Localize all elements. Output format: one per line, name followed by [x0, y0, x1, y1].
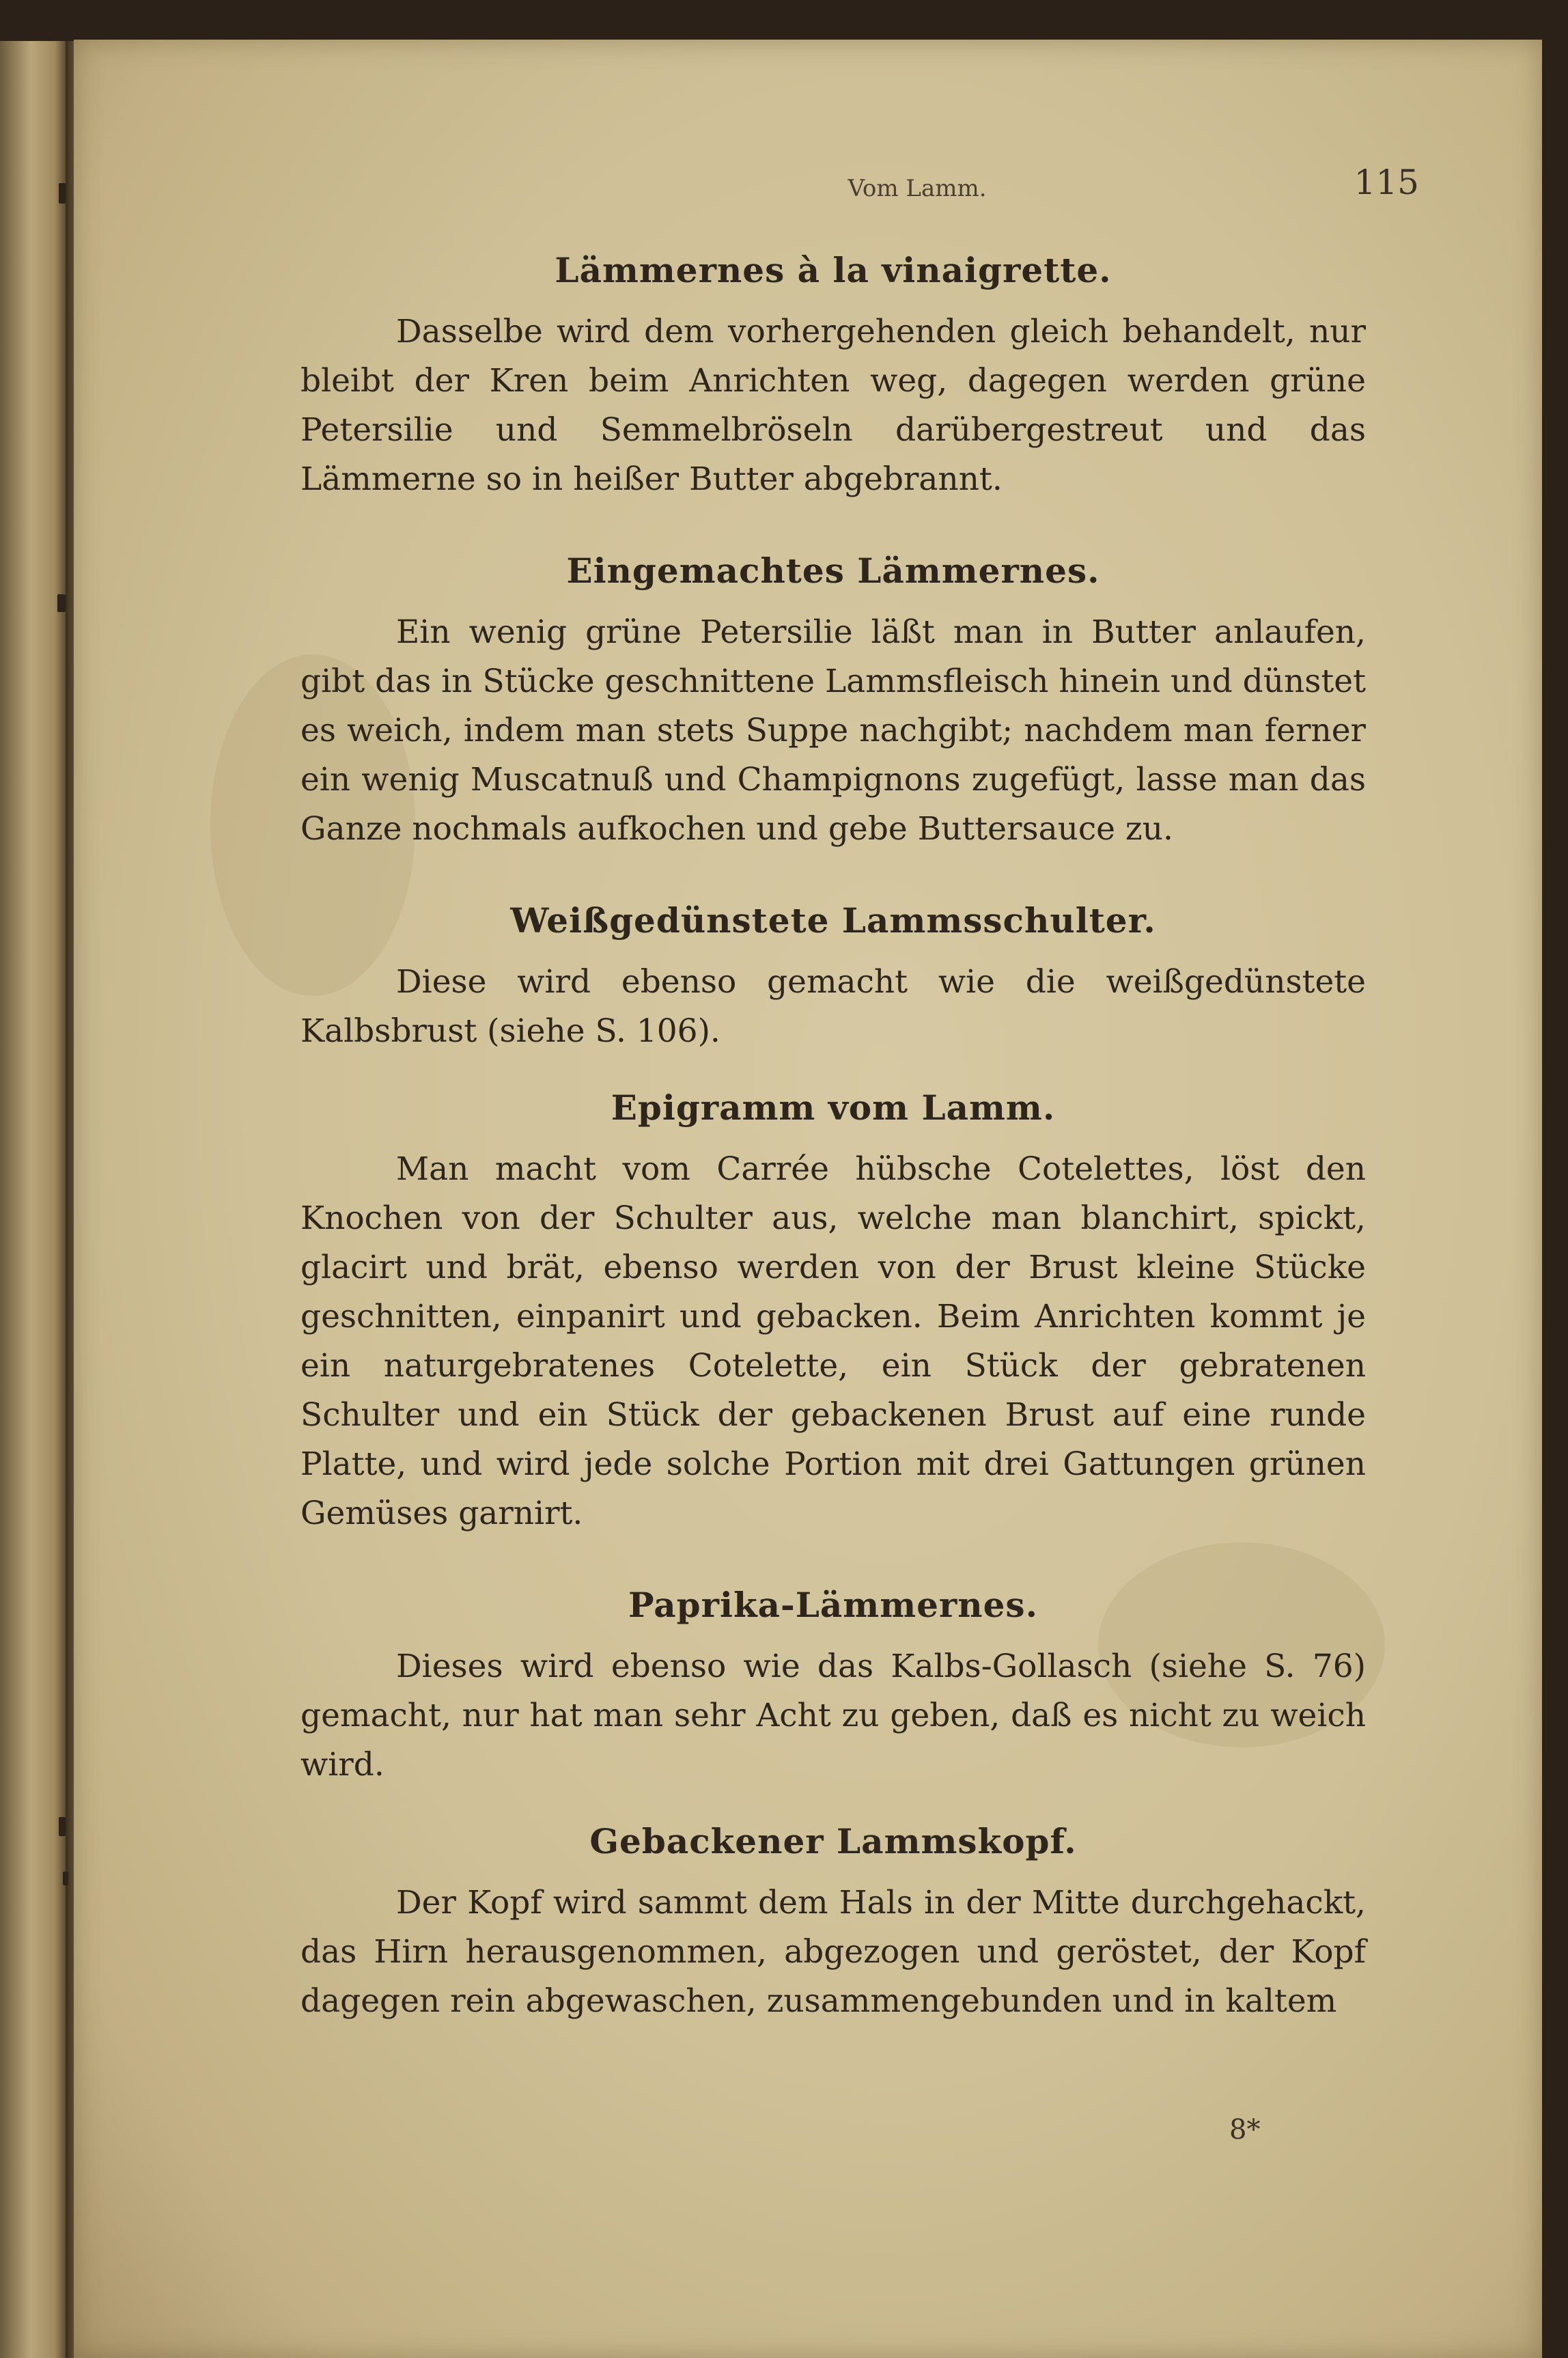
- page-header: [74, 163, 1542, 217]
- section-text: Diese wird ebenso gemacht wie die weißgedünstete Kalbsbrust (siehe S. 106).: [300, 963, 1366, 1050]
- section-text: Dasselbe wird dem vorhergehenden gleich behandelt, nur bleibt der Kren beim Anrichten weg, dagegen werden grüne Petersilie und Semmelbröseln darübergestreut und das Lämmerne so in heißer Butter abgebrannt.: [300, 313, 1366, 498]
- section: [300, 896, 1366, 1056]
- section-text: Ein wenig grüne Petersilie läßt man in Butter anlaufen, gibt das in Stücke geschnittene Lammsfleisch hinein und dünstet es weich, indem man stets Suppe nachgibt; nachdem man ferner ein wenig Muscatnuß und Champignons zugefügt, lasse man das Ganze nochmals aufkochen und gebe Buttersauce zu.: [300, 613, 1366, 848]
- page-number: 115: [1354, 163, 1419, 202]
- edge-mark: [59, 183, 66, 204]
- edge-mark: [57, 594, 66, 612]
- section: [300, 246, 1366, 504]
- edge-mark: [59, 1817, 66, 1836]
- section-title: Gebackener Lammskopf.: [589, 1821, 1077, 1861]
- section-title: Eingemachtes Lämmernes.: [566, 551, 1100, 591]
- section: [300, 546, 1366, 854]
- section-text: Dieses wird ebenso wie das Kalbs-Gollasch (siehe S. 76) gemacht, nur hat man sehr Acht zu geben, daß es nicht zu weich wird.: [300, 1648, 1366, 1784]
- section: [300, 1083, 1366, 1538]
- section-title: Paprika-Lämmernes.: [628, 1585, 1038, 1625]
- facing-page-edge: [0, 41, 68, 2358]
- section-title: Lämmernes à la vinaigrette.: [555, 250, 1112, 290]
- edge-mark: [63, 1872, 68, 1885]
- running-head: Vom Lamm.: [848, 175, 987, 202]
- section-title: Epigramm vom Lamm.: [611, 1087, 1056, 1128]
- page-content: [300, 246, 1366, 2026]
- section: [300, 1581, 1366, 1790]
- section-title: Weißgedünstete Lammsschulter.: [510, 900, 1156, 941]
- section-text: Man macht vom Carrée hübsche Cotelettes, löst den Knochen von der Schulter aus, welche man blanchirt, spickt, glacirt und brät, ebenso werden von der Brust kleine Stücke geschnitten, einpanirt und gebacken. Beim Anrichten kommt je ein naturgebratenes Cotelette, ein Stück der gebratenen Schulter und ein Stück der gebackenen Brust auf eine runde Platte, und wird jede solche Portion mit drei Gattungen grünen Gemüses garnirt.: [300, 1150, 1366, 1532]
- section-text: Der Kopf wird sammt dem Hals in der Mitte durchgehackt, das Hirn herausgenommen, abgezogen und geröstet, der Kopf dagegen rein abgewaschen, zusammengebunden und in kaltem: [300, 1884, 1366, 2020]
- section: [300, 1817, 1366, 2026]
- signature-mark: 8*: [1229, 2114, 1261, 2146]
